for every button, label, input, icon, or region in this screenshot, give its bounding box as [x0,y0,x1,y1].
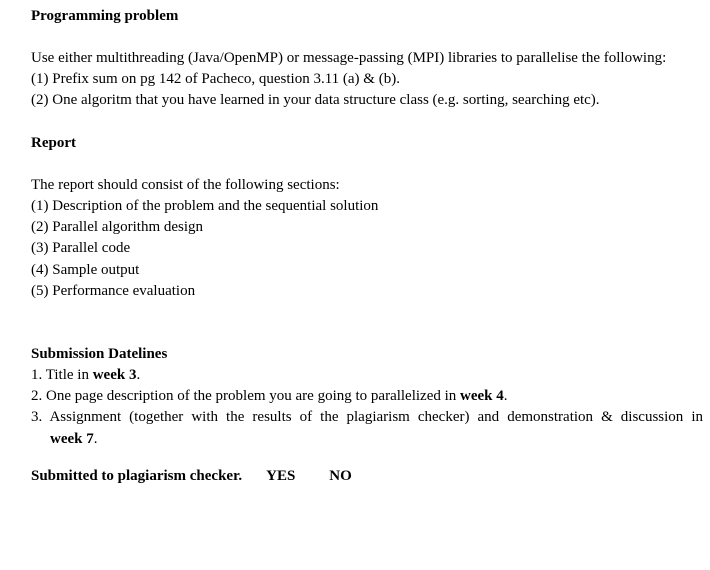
submission-heading: Submission Datelines [31,346,168,362]
submission-item-2 [31,386,508,406]
item-text: 2. One page description of the problem you are going to parallelized in [31,388,461,404]
programming-intro: Use either multithreading (Java/OpenMP) or message-passing (MPI) libraries to parallelise the following: [31,50,667,66]
no-option: NO [329,468,352,484]
plagiarism-label: Submitted to plagiarism checker. [31,468,243,484]
week-label: week 3 [92,367,137,383]
week-label: week 7 [50,431,94,447]
report-heading: Report [31,135,76,151]
submission-item-3-cont [50,429,98,449]
item-text: . [93,431,98,447]
report-intro: The report should consist of the following sections: [31,177,340,193]
programming-heading: Programming problem [31,8,179,24]
programming-item: (1) Prefix sum on pg 142 of Pacheco, question 3.11 (a) & (b). [31,71,400,87]
programming-item: (2) One algoritm that you have learned in your data structure class (e.g. sorting, searching etc). [31,92,600,108]
plagiarism-row [31,466,352,486]
item-text: . [136,367,141,383]
week-label: week 4 [460,388,504,404]
item-text: 1. Title in [31,367,93,383]
report-section: (3) Parallel code [31,240,131,256]
yes-option: YES [266,468,296,484]
report-section: (1) Description of the problem and the sequential solution [31,198,379,214]
report-section: (5) Performance evaluation [31,283,196,299]
report-section: (4) Sample output [31,262,140,278]
submission-item-1 [31,365,140,385]
submission-item-3: 3. Assignment (together with the results of the plagiarism checker) and demonstration & discussion in [31,409,703,425]
item-text: . [503,388,508,404]
report-section: (2) Parallel algorithm design [31,219,204,235]
